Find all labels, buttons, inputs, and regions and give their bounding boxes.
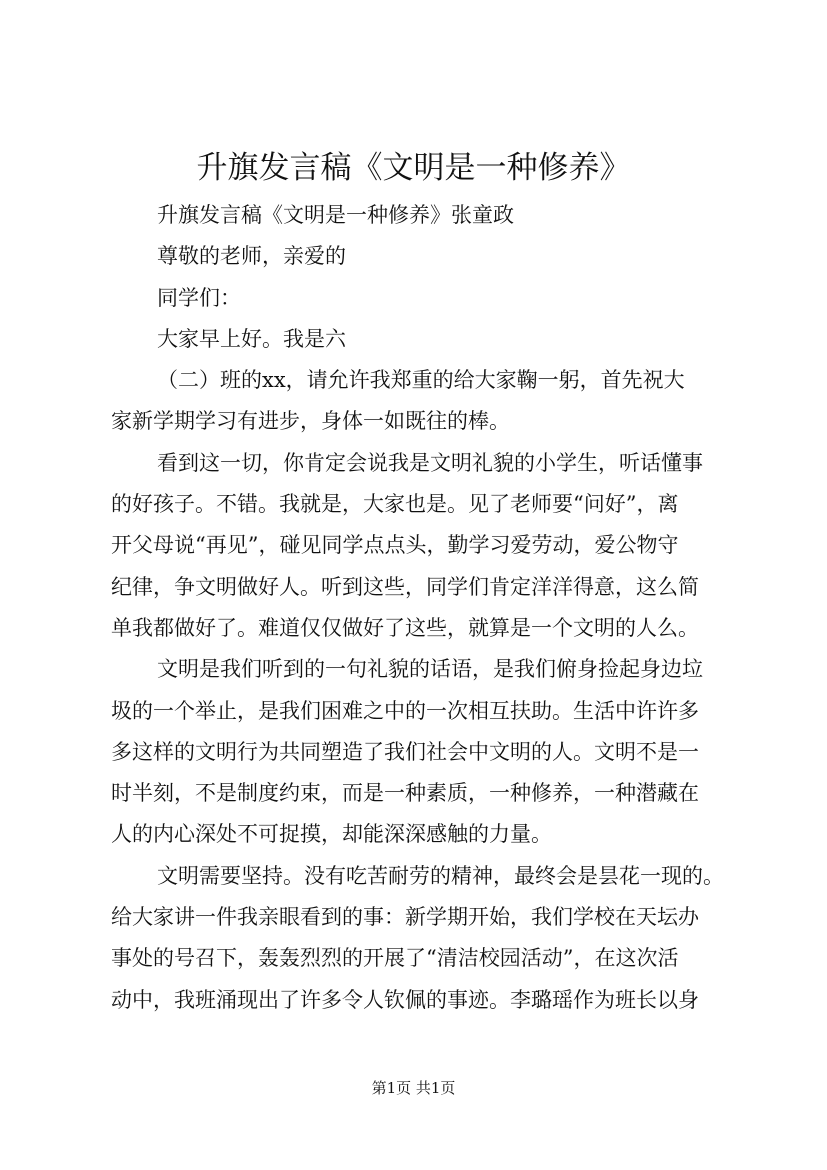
document-body (111, 195, 724, 1021)
document-title: 升旗发言稿《文明是一种修养》 (196, 150, 631, 186)
text-line: 的好孩子。不错。我就是，大家也是。见了老师要“问好”，离 (111, 492, 679, 517)
text-line: 同学们： (157, 285, 241, 310)
text-line: 尊敬的老师，亲爱的 (157, 244, 346, 269)
text-line: 看到这一切，你肯定会说我是文明礼貌的小学生，听话懂事 (157, 450, 703, 475)
text-line: 时半刻，不是制度约束，而是一种素质，一种修养，一种潜藏在 (111, 781, 699, 806)
text-line: 大家早上好。我是六 (157, 326, 346, 351)
text-line: 开父母说“再见”，碰见同学点点头，勤学习爱劳动，爱公物守 (111, 533, 679, 558)
text-line: 文明需要坚持。没有吃苦耐劳的精神，最终会是昙花一现的。 (157, 863, 724, 888)
text-line: （二）班的xx，请允许我郑重的给大家鞠一躬，首先祝大 (157, 368, 685, 393)
text-line: 纪律，争文明做好人。听到这些，同学们肯定洋洋得意，这么简 (111, 574, 699, 599)
text-line: 动中，我班涌现出了许多令人钦佩的事迹。李璐瑶作为班长以身 (111, 987, 699, 1012)
text-line: 升旗发言稿《文明是一种修养》张童政 (157, 203, 514, 227)
text-line: 给大家讲一件我亲眼看到的事：新学期开始，我们学校在天坛办 (111, 905, 699, 930)
text-line: 文明是我们听到的一句礼貌的话语，是我们俯身捡起身边垃 (157, 657, 703, 682)
text-line: 单我都做好了。难道仅仅做好了这些，就算是一个文明的人么。 (111, 615, 699, 640)
text-line: 多这样的文明行为共同塑造了我们社会中文明的人。文明不是一 (111, 739, 699, 764)
text-line: 人的内心深处不可捉摸，却能深深感触的力量。 (111, 822, 552, 847)
text-line: 家新学期学习有进步，身体一如既往的棒。 (111, 409, 510, 434)
page-footer: 第1页 共1页 (371, 1079, 456, 1097)
text-line: 圾的一个举止，是我们困难之中的一次相互扶助。生活中许许多 (111, 698, 699, 723)
text-line: 事处的号召下，轰轰烈烈的开展了“清洁校园活动”，在这次活 (111, 946, 679, 971)
